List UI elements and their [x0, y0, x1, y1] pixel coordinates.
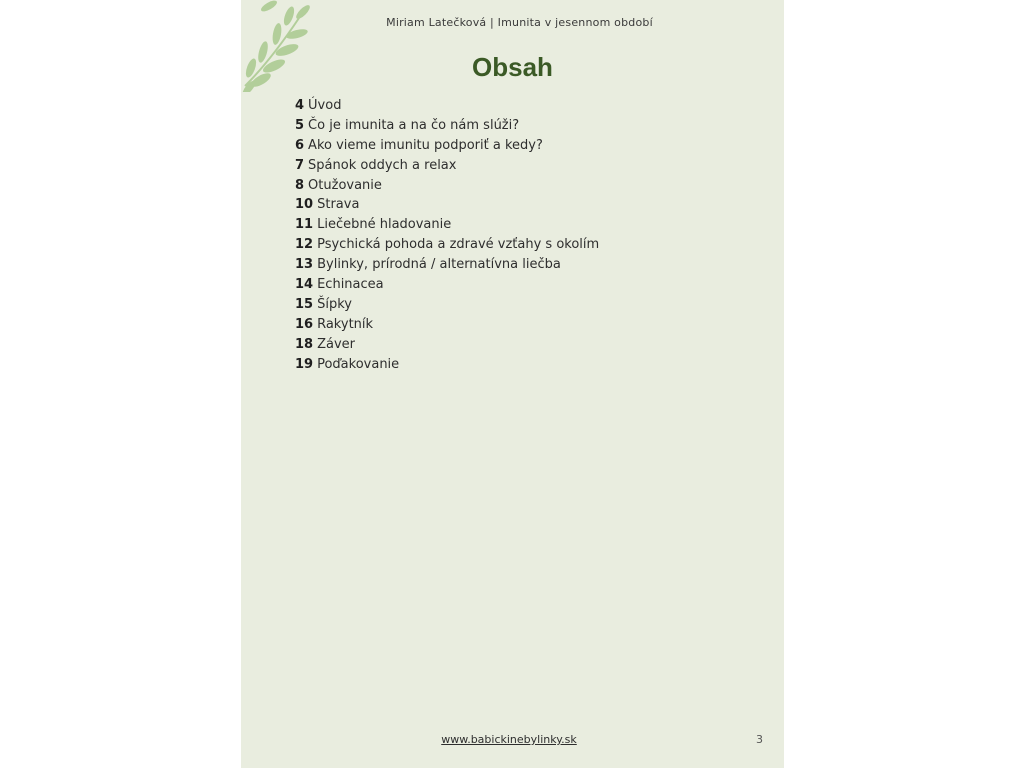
toc-page-number: 19 — [295, 356, 314, 372]
toc-item[interactable] — [295, 96, 599, 116]
toc-item[interactable] — [295, 295, 599, 315]
toc-label: Záver — [317, 336, 356, 352]
toc-page-number: 13 — [295, 257, 314, 273]
toc-item[interactable] — [295, 235, 599, 255]
toc-page-number: 12 — [295, 237, 314, 253]
toc-page-number: 14 — [295, 277, 314, 293]
toc-item[interactable] — [295, 255, 599, 275]
toc-label: Strava — [317, 197, 360, 213]
page-title: Obsah — [472, 52, 553, 82]
toc-page-number: 8 — [295, 177, 305, 193]
toc-label: Ako vieme imunitu podporiť a kedy? — [308, 137, 543, 153]
toc-page-number: 5 — [295, 117, 305, 133]
table-of-contents — [295, 96, 599, 374]
toc-item[interactable] — [295, 335, 599, 355]
toc-label: Rakytník — [317, 316, 374, 332]
toc-item[interactable] — [295, 275, 599, 295]
toc-page-number: 15 — [295, 296, 314, 312]
toc-item[interactable] — [295, 176, 599, 196]
toc-page-number: 16 — [295, 316, 314, 332]
toc-item[interactable] — [295, 156, 599, 176]
toc-page-number: 11 — [295, 217, 314, 233]
toc-item[interactable] — [295, 355, 599, 375]
toc-item[interactable] — [295, 136, 599, 156]
toc-label: Psychická pohoda a zdravé vzťahy s okolím — [317, 237, 600, 253]
toc-page-number: 10 — [295, 197, 314, 213]
document-page — [241, 0, 784, 768]
website-link[interactable]: www.babickinebylinky.sk — [441, 733, 577, 746]
toc-label: Liečebné hladovanie — [317, 217, 452, 233]
page-header: Miriam Latečková | Imunita v jesennom období — [386, 16, 653, 29]
toc-label: Úvod — [308, 98, 342, 113]
toc-label: Otužovanie — [308, 177, 382, 193]
toc-item[interactable] — [295, 315, 599, 335]
toc-label: Echinacea — [317, 277, 384, 293]
toc-page-number: 18 — [295, 336, 314, 352]
toc-page-number: 4 — [295, 98, 305, 113]
toc-item[interactable] — [295, 195, 599, 215]
toc-page-number: 6 — [295, 137, 305, 153]
toc-label: Poďakovanie — [317, 356, 400, 372]
toc-label: Šípky — [317, 296, 352, 312]
page-number: 3 — [756, 733, 763, 746]
toc-label: Bylinky, prírodná / alternatívna liečba — [317, 257, 561, 273]
toc-item[interactable] — [295, 116, 599, 136]
toc-page-number: 7 — [295, 157, 305, 173]
toc-label: Spánok oddych a relax — [308, 157, 457, 173]
toc-label: Čo je imunita a na čo nám slúži? — [308, 117, 520, 133]
toc-item[interactable] — [295, 215, 599, 235]
